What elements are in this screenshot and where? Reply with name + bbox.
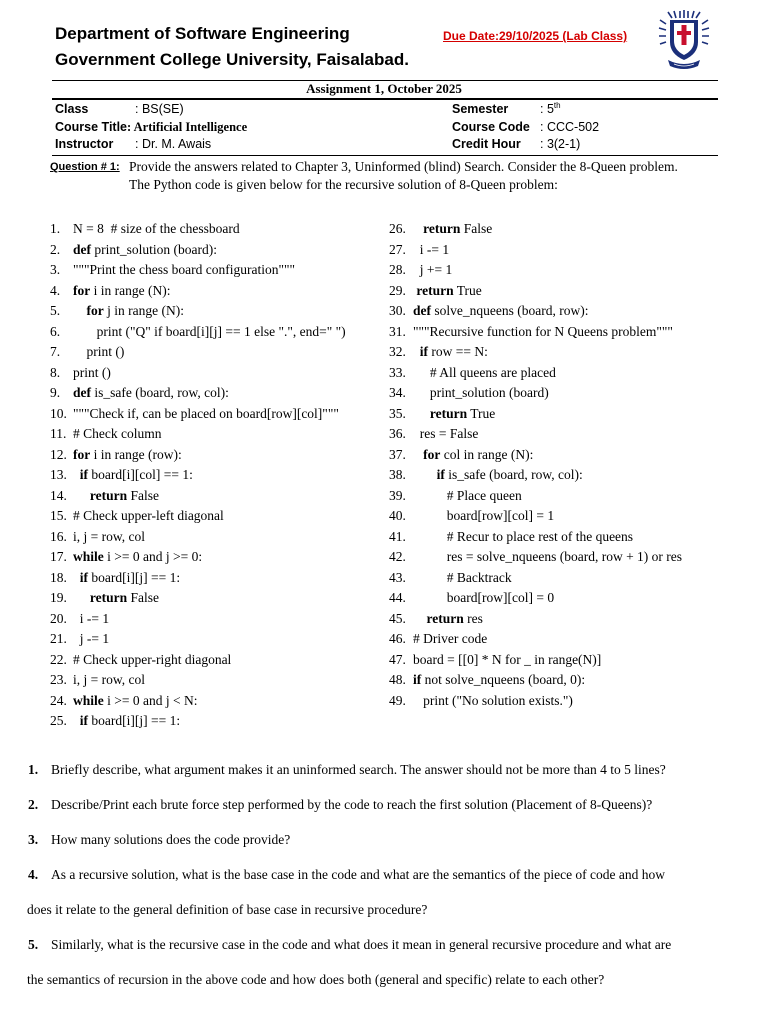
question-1-label: Question # 1: — [50, 161, 120, 173]
code-text: False — [127, 487, 159, 503]
code-keyword: if — [413, 672, 422, 687]
code-text — [413, 611, 427, 626]
line-number: 47. — [389, 651, 406, 667]
code-text: False — [460, 221, 493, 236]
line-number: 33. — [389, 364, 406, 380]
code-text: board[row][col] = 0 — [413, 590, 555, 605]
code-text: j in range (N): — [103, 303, 184, 318]
question-text: How many solutions does the code provide? — [51, 832, 291, 847]
line-number: 3. — [50, 262, 61, 277]
line-number: 44. — [389, 590, 406, 605]
course-title-value: : Artificial Intelligence — [127, 120, 248, 134]
line-number: 48. — [389, 672, 406, 687]
code-keyword: for — [73, 446, 91, 462]
line-number: 45. — [389, 610, 406, 626]
code-line — [50, 281, 386, 302]
code-line — [389, 527, 734, 548]
code-line — [389, 424, 734, 445]
code-text: board[row][col] = 1 — [413, 508, 555, 523]
question-text: Briefly describe, what argument makes it an uninformed search. The answer should not be more than 4 to 5 lines? — [51, 762, 666, 777]
code-text: i in range (row): — [90, 446, 182, 462]
code-text: True — [467, 405, 496, 421]
code-listing-left — [50, 219, 386, 732]
line-number: 49. — [389, 692, 406, 708]
code-text: solve_nqueens (board, row): — [431, 303, 589, 318]
code-keyword: def — [73, 385, 91, 400]
line-number: 19. — [50, 590, 67, 605]
line-number: 4. — [50, 282, 61, 298]
code-listing-right — [389, 219, 734, 711]
instructor-row — [55, 136, 211, 153]
question-number: 3. — [28, 832, 39, 847]
question-text: Describe/Print each brute force step performed by the code to reach the first solution (Placement of 8-Queens)? — [51, 797, 653, 812]
line-number: 40. — [389, 508, 406, 523]
code-line — [50, 363, 386, 384]
code-text — [413, 467, 437, 482]
code-keyword: def — [413, 303, 431, 318]
code-text: print () — [73, 364, 111, 380]
code-line — [50, 629, 386, 650]
instructor-label: Instructor — [55, 137, 114, 151]
code-line — [50, 383, 386, 404]
semester-value: : 5 — [540, 102, 554, 116]
semester-label: Semester — [452, 102, 509, 116]
code-keyword: while — [73, 549, 104, 564]
code-line — [50, 568, 386, 589]
line-number: 38. — [389, 467, 406, 482]
title-divider — [52, 98, 718, 100]
code-text: i, j = row, col — [73, 528, 145, 544]
code-text — [73, 570, 80, 585]
question-number: 4. — [28, 867, 39, 882]
question-item — [28, 792, 748, 827]
line-number: 24. — [50, 692, 67, 708]
instructor-value: : Dr. M. Awais — [135, 137, 212, 151]
code-line — [50, 711, 386, 732]
line-number: 32. — [389, 344, 406, 359]
code-line — [389, 650, 734, 671]
code-line — [50, 424, 386, 445]
course-code-row — [452, 119, 599, 136]
code-text: i in range (N): — [90, 282, 171, 298]
code-text: False — [127, 590, 159, 605]
line-number: 34. — [389, 385, 406, 400]
code-keyword: if — [79, 467, 88, 482]
question-1-text: Provide the answers related to Chapter 3, Uninformed (blind) Search. Consider the 8-Queen problem. The Python code is given below for the recursive solution of 8-Queen problem: — [129, 159, 678, 192]
code-text: j += 1 — [413, 262, 453, 277]
code-line — [50, 506, 386, 527]
code-text — [413, 447, 423, 462]
line-number: 22. — [50, 651, 67, 667]
code-line — [50, 547, 386, 568]
code-line — [389, 588, 734, 609]
question-text: Similarly, what is the recursive case in the code and what does it mean in general recursive procedure and what are — [51, 937, 672, 952]
code-line — [389, 404, 734, 425]
code-keyword: def — [73, 241, 91, 257]
code-text: is_safe (board, row, col): — [444, 467, 583, 482]
code-line — [50, 691, 386, 712]
code-text — [413, 344, 420, 359]
code-text: print_solution (board) — [413, 385, 549, 400]
code-text: not solve_nqueens (board, 0): — [421, 672, 586, 687]
code-text — [73, 713, 80, 728]
code-line — [389, 219, 734, 240]
code-keyword: while — [73, 692, 104, 708]
line-number: 35. — [389, 405, 406, 421]
code-text: # Recur to place rest of the queens — [413, 528, 634, 544]
code-keyword: for — [423, 446, 441, 462]
line-number: 43. — [389, 569, 406, 585]
question-number: 1. — [28, 762, 39, 777]
class-label: Class — [55, 102, 89, 116]
line-number: 30. — [389, 303, 406, 318]
code-text: print_solution (board): — [91, 241, 217, 257]
due-date: Due Date:29/10/2025 (Lab Class) — [443, 29, 628, 43]
class-value: : BS(SE) — [135, 102, 184, 116]
line-number: 14. — [50, 487, 67, 503]
code-keyword: if — [79, 713, 88, 728]
course-title-row — [55, 119, 247, 136]
code-text: # Place queen — [413, 487, 522, 503]
code-keyword: if — [79, 569, 88, 585]
code-line — [50, 260, 386, 281]
question-item — [28, 827, 748, 862]
assignment-title: Assignment 1, October 2025 — [306, 81, 462, 96]
code-line — [389, 691, 734, 712]
code-line — [50, 486, 386, 507]
code-text: board = [[0] * N for _ in range(N)] — [413, 651, 602, 667]
code-line — [50, 588, 386, 609]
course-code-value: : CCC-502 — [540, 120, 600, 134]
code-text: i -= 1 — [73, 610, 110, 626]
code-text: # Check column — [73, 426, 162, 441]
question-item — [28, 932, 748, 1002]
line-number: 6. — [50, 323, 61, 339]
code-line — [389, 322, 734, 343]
info-divider — [52, 155, 718, 156]
code-line — [389, 260, 734, 281]
code-line — [389, 547, 734, 568]
code-line — [389, 445, 734, 466]
code-line — [389, 383, 734, 404]
code-text: i, j = row, col — [73, 672, 145, 687]
code-line — [389, 568, 734, 589]
code-keyword: for — [86, 303, 104, 318]
code-line — [389, 486, 734, 507]
line-number: 12. — [50, 446, 67, 462]
code-text: print () — [73, 344, 125, 359]
code-line — [389, 670, 734, 691]
line-number: 11. — [50, 426, 67, 441]
code-text: """Recursive function for N Queens problem""" — [413, 323, 673, 339]
code-keyword: return — [423, 221, 461, 236]
line-number: 8. — [50, 364, 61, 380]
code-keyword: return — [429, 405, 468, 421]
line-number: 18. — [50, 569, 67, 585]
code-text — [73, 488, 90, 503]
credit-hour-label: Credit Hour — [452, 137, 521, 151]
class-row — [55, 101, 184, 118]
line-number: 17. — [50, 549, 67, 564]
line-number: 23. — [50, 672, 67, 687]
code-keyword: if — [436, 467, 445, 482]
code-line — [50, 322, 386, 343]
code-line — [50, 445, 386, 466]
code-line — [389, 609, 734, 630]
code-text — [73, 303, 87, 318]
code-text: board[i][j] == 1: — [88, 569, 181, 585]
line-number: 20. — [50, 610, 67, 626]
code-text: i -= 1 — [413, 241, 450, 257]
line-number: 29. — [389, 282, 406, 298]
code-line — [50, 609, 386, 630]
code-line — [50, 404, 386, 425]
code-line — [389, 629, 734, 650]
code-line — [389, 240, 734, 261]
code-text: j -= 1 — [73, 631, 110, 646]
code-text: # Check upper-left diagonal — [73, 508, 224, 523]
line-number: 26. — [389, 221, 406, 236]
semester-row — [452, 101, 561, 118]
line-number: 28. — [389, 262, 406, 277]
code-line — [50, 219, 386, 240]
question-number: 2. — [28, 797, 39, 812]
code-text: res — [463, 610, 483, 626]
code-text: col in range (N): — [440, 446, 534, 462]
code-line — [50, 240, 386, 261]
code-line — [50, 670, 386, 691]
credit-hour-row — [452, 136, 580, 153]
code-text — [73, 590, 90, 605]
code-keyword: return — [89, 590, 128, 605]
code-line — [50, 301, 386, 322]
line-number: 10. — [50, 405, 67, 421]
code-text: """Check if, can be placed on board[row][col]""" — [73, 405, 339, 421]
question-text: As a recursive solution, what is the base case in the code and what are the semantics of the piece of code and how — [51, 867, 666, 882]
code-text: """Print the chess board configuration""" — [73, 262, 296, 277]
line-number: 7. — [50, 344, 61, 359]
line-number: 36. — [389, 426, 406, 441]
question-number: 5. — [28, 937, 39, 952]
code-line — [389, 342, 734, 363]
code-text: is_safe (board, row, col): — [91, 385, 229, 400]
line-number: 13. — [50, 467, 67, 482]
line-number: 25. — [50, 713, 67, 728]
code-text: # All queens are placed — [413, 364, 556, 380]
question-list — [28, 757, 748, 1002]
code-line — [50, 527, 386, 548]
course-code-label: Course Code — [452, 120, 530, 134]
code-text: row == N: — [428, 344, 488, 359]
code-text: # Driver code — [413, 631, 488, 646]
line-number: 42. — [389, 549, 406, 564]
university-crest-icon — [658, 10, 710, 70]
question-item — [28, 862, 748, 932]
code-line — [389, 301, 734, 322]
code-text: res = False — [413, 426, 479, 441]
code-line — [50, 465, 386, 486]
code-text: # Backtrack — [413, 569, 512, 585]
code-text: board[i][j] == 1: — [88, 713, 181, 728]
code-text: N = 8 # size of the chessboard — [73, 221, 240, 236]
line-number: 41. — [389, 528, 406, 544]
course-title-label: Course Title — [55, 120, 128, 134]
code-line — [389, 506, 734, 527]
code-line — [389, 465, 734, 486]
code-keyword: if — [419, 344, 428, 359]
line-number: 27. — [389, 241, 406, 257]
line-number: 2. — [50, 241, 61, 257]
line-number: 39. — [389, 487, 406, 503]
code-text — [413, 221, 423, 236]
code-text: board[i][col] == 1: — [88, 467, 193, 482]
code-text: True — [453, 282, 482, 298]
code-line — [50, 342, 386, 363]
line-number: 16. — [50, 528, 67, 544]
code-text: res = solve_nqueens (board, row + 1) or res — [413, 549, 683, 564]
question-text: does it relate to the general definition of base case in recursive procedure? — [27, 902, 428, 917]
code-text — [73, 467, 80, 482]
code-keyword: return — [89, 487, 128, 503]
line-number: 21. — [50, 631, 67, 646]
code-text: print ("Q" if board[i][j] == 1 else ".", end=" ") — [73, 323, 346, 339]
question-item — [28, 757, 748, 792]
code-line — [389, 281, 734, 302]
code-keyword: return — [426, 610, 464, 626]
semester-superscript: th — [553, 100, 561, 110]
line-number: 5. — [50, 303, 61, 318]
line-number: 46. — [389, 631, 406, 646]
line-number: 1. — [50, 221, 61, 236]
line-number: 31. — [389, 323, 406, 339]
code-keyword: return — [416, 282, 454, 298]
line-number: 37. — [389, 446, 406, 462]
line-number: 9. — [50, 385, 61, 400]
code-text: # Check upper-right diagonal — [73, 651, 232, 667]
page-header — [55, 24, 715, 76]
code-keyword: for — [73, 282, 91, 298]
code-text: i >= 0 and j >= 0: — [103, 549, 203, 564]
department-name: Department of Software Engineering — [55, 24, 350, 43]
code-line — [389, 363, 734, 384]
code-text: i >= 0 and j < N: — [103, 692, 198, 708]
credit-hour-value: : 3(2-1) — [540, 137, 581, 151]
line-number: 15. — [50, 508, 67, 523]
code-line — [50, 650, 386, 671]
code-text: print ("No solution exists.") — [413, 692, 573, 708]
code-text — [413, 406, 430, 421]
university-name: Government College University, Faisalabad. — [55, 50, 409, 69]
question-text: the semantics of recursion in the above code and how does both (general and specific) relate to each other? — [27, 972, 605, 987]
